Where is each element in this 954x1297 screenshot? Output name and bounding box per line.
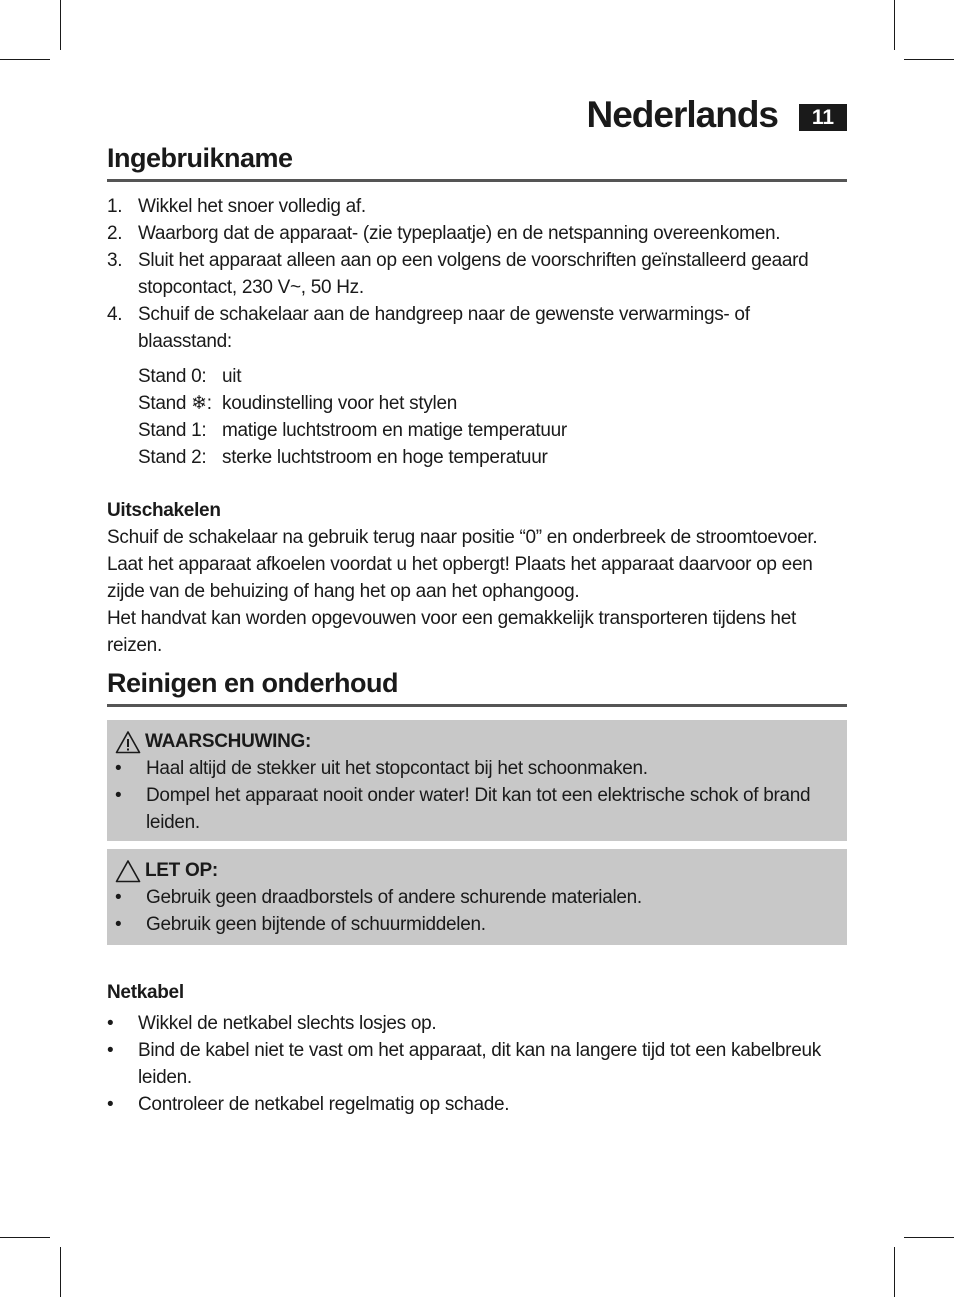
bullet-dot: • xyxy=(115,914,122,935)
stand-table xyxy=(138,363,847,471)
crop-mark-top-right-horizontal xyxy=(904,59,954,60)
steps-list xyxy=(107,193,847,355)
caution-item-line: Gebruik geen draadborstels of andere schurende materialen. xyxy=(146,887,642,908)
section-reinigen xyxy=(107,668,847,1118)
bullet-dot: • xyxy=(107,1094,114,1115)
caution-item-line: Gebruik geen bijtende of schuurmiddelen. xyxy=(146,914,486,935)
warning-list xyxy=(115,755,837,836)
paragraph-line: Het handvat kan worden opgevouwen voor een gemakkelijk transporteren tijdens het xyxy=(107,608,796,629)
language-heading: Nederlands xyxy=(586,94,778,135)
step-line: Sluit het apparaat alleen aan op een volgens de voorschriften geïnstalleerd geaard xyxy=(138,250,809,271)
bullet-dot: • xyxy=(115,887,122,908)
caution-item-text xyxy=(146,911,486,938)
netkabel-item-line: Bind de kabel niet te vast om het apparaat, dit kan na langere tijd tot een kabelbreuk xyxy=(138,1040,821,1061)
crop-mark-bottom-left-vertical xyxy=(60,1247,61,1297)
warning-item-text xyxy=(146,755,648,782)
warning-title-row xyxy=(115,728,837,755)
stand-row xyxy=(138,444,847,471)
step-line: Waarborg dat de apparaat- (zie typeplaatje) en de netspanning overeenkomen. xyxy=(138,223,781,244)
stand-description: uit xyxy=(222,366,242,387)
warning-triangle-icon xyxy=(115,730,141,754)
step-number: 3. xyxy=(107,250,123,271)
netkabel-item xyxy=(107,1037,847,1091)
caution-box xyxy=(107,849,847,945)
step-text xyxy=(138,220,780,247)
netkabel-item-text xyxy=(138,1037,821,1091)
crop-mark-top-right-vertical xyxy=(894,0,895,50)
warning-item xyxy=(115,755,837,782)
paragraph-line: Schuif de schakelaar na gebruik terug naar positie “0” en onderbreek de stroomtoevoer. xyxy=(107,527,818,548)
step-item xyxy=(107,220,847,247)
netkabel-item-line: Wikkel de netkabel slechts losjes op. xyxy=(138,1013,437,1034)
section-ingebruikname xyxy=(107,143,847,659)
netkabel-item-line: Controleer de netkabel regelmatig op schade. xyxy=(138,1094,510,1115)
stand-row xyxy=(138,417,847,444)
stand-row xyxy=(138,390,847,417)
caution-title-row xyxy=(115,857,837,884)
caution-item xyxy=(115,911,837,938)
step-item xyxy=(107,247,847,301)
netkabel-item-text xyxy=(138,1091,509,1118)
netkabel-item-text xyxy=(138,1010,436,1037)
paragraph-line: reizen. xyxy=(107,635,162,656)
step-item xyxy=(107,193,847,220)
warning-item xyxy=(115,782,837,836)
warning-box xyxy=(107,720,847,841)
caution-triangle-icon xyxy=(115,859,141,883)
step-number: 2. xyxy=(107,223,123,244)
stand-row xyxy=(138,363,847,390)
stand-description: sterke luchtstroom en hoge temperatuur xyxy=(222,447,548,468)
subheading-netkabel: Netkabel xyxy=(107,982,184,1003)
paragraph-line: Laat het apparaat afkoelen voordat u het opbergt! Plaats het apparaat daarvoor op een xyxy=(107,554,813,575)
stand-label: Stand 0: xyxy=(138,366,207,387)
warning-item-text xyxy=(146,782,810,836)
stand-label: Stand 2: xyxy=(138,447,207,468)
bullet-dot: • xyxy=(115,758,122,779)
netkabel-item-line: leiden. xyxy=(138,1067,192,1088)
caution-item-text xyxy=(146,884,642,911)
crop-mark-bottom-right-horizontal xyxy=(904,1237,954,1238)
page-number: 11 xyxy=(799,104,847,131)
step-number: 1. xyxy=(107,196,123,217)
step-line: Schuif de schakelaar aan de handgreep naar de gewenste verwarmings- of blaasstand: xyxy=(138,304,750,352)
warning-item-line: Haal altijd de stekker uit het stopcontact bij het schoonmaken. xyxy=(146,758,648,779)
stand-description: koudinstelling voor het stylen xyxy=(222,393,457,414)
warning-title: WAARSCHUWING: xyxy=(145,731,312,752)
step-item xyxy=(107,301,847,355)
bullet-dot: • xyxy=(107,1013,114,1034)
netkabel-list xyxy=(107,1010,847,1118)
step-text xyxy=(138,301,847,355)
crop-mark-top-left-horizontal xyxy=(0,59,50,60)
warning-item-line: Dompel het apparaat nooit onder water! Dit kan tot een elektrische schok of brand xyxy=(146,785,811,806)
crop-mark-bottom-left-horizontal xyxy=(0,1237,50,1238)
caution-title: LET OP: xyxy=(145,860,218,881)
subheading-uitschakelen: Uitschakelen xyxy=(107,500,221,521)
crop-mark-top-left-vertical xyxy=(60,0,61,50)
caution-list xyxy=(115,884,837,938)
warning-item-line: leiden. xyxy=(146,812,200,833)
stand-label: Stand 1: xyxy=(138,420,207,441)
step-text xyxy=(138,193,366,220)
caution-item xyxy=(115,884,837,911)
paragraph-line: zijde van de behuizing of hang het op aan het ophangoog. xyxy=(107,581,580,602)
step-text xyxy=(138,247,808,301)
netkabel-item xyxy=(107,1091,847,1118)
section-title-reinigen: Reinigen en onderhoud xyxy=(107,668,847,707)
section-title-ingebruikname: Ingebruikname xyxy=(107,143,847,182)
step-line: stopcontact, 230 V~, 50 Hz. xyxy=(138,277,364,298)
step-number: 4. xyxy=(107,304,123,325)
step-line: Wikkel het snoer volledig af. xyxy=(138,196,366,217)
bullet-dot: • xyxy=(107,1040,114,1061)
crop-mark-bottom-right-vertical xyxy=(894,1247,895,1297)
uitschakelen-paragraph xyxy=(107,524,847,659)
stand-description: matige luchtstroom en matige temperatuur xyxy=(222,420,567,441)
stand-label: Stand ❄: xyxy=(138,393,212,414)
bullet-dot: • xyxy=(115,785,122,806)
netkabel-item xyxy=(107,1010,847,1037)
